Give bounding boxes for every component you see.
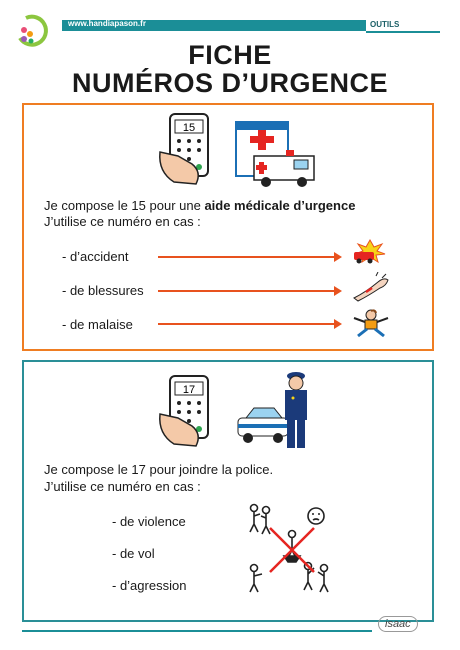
samu-intro-plain: Je compose le 15 pour une [44,198,205,213]
car-crash-icon [352,238,388,264]
page-title-line2: NUMÉROS D’URGENCE [71,68,389,98]
police-officer-car-icon [236,368,318,452]
samu-intro-bold: aide médicale d’urgence [204,198,356,213]
header-bar [62,20,366,31]
samu-cases-intro: J’utilise ce numéro en cas : [44,214,201,229]
site-url[interactable]: www.handiapason.fr [68,19,146,28]
isaac-logo: isaac [378,616,418,632]
phone-15-icon [156,112,228,188]
violence-theft-aggression-icons [244,502,340,598]
arrow-malaise [158,323,340,325]
arrow-blessures [158,290,340,292]
section-underline [366,31,440,33]
samu-intro [44,197,355,214]
injured-arm-icon [352,272,392,302]
police-cases-intro: J’utilise ce numéro en cas : [44,479,201,494]
phone-15-display: 15 [182,122,196,134]
section-label: OUTILS [370,20,400,29]
police-case-violence: - de violence [112,514,186,529]
samu-case-accident: - d’accident [62,249,129,264]
hospital-ambulance-icon [232,118,316,190]
phone-17-icon [156,374,228,450]
footer-line [22,630,372,632]
police-intro: Je compose le 17 pour joindre la police. [44,462,274,477]
phone-17-display: 17 [182,384,196,396]
police-case-vol: - de vol [112,546,155,561]
police-case-agression: - d’agression [112,578,187,593]
arrow-accident [158,256,340,258]
page-title-line1: FICHE [188,40,272,70]
samu-case-blessures: - de blessures [62,283,144,298]
samu-case-malaise: - de malaise [62,317,133,332]
fainting-person-icon [350,308,392,338]
